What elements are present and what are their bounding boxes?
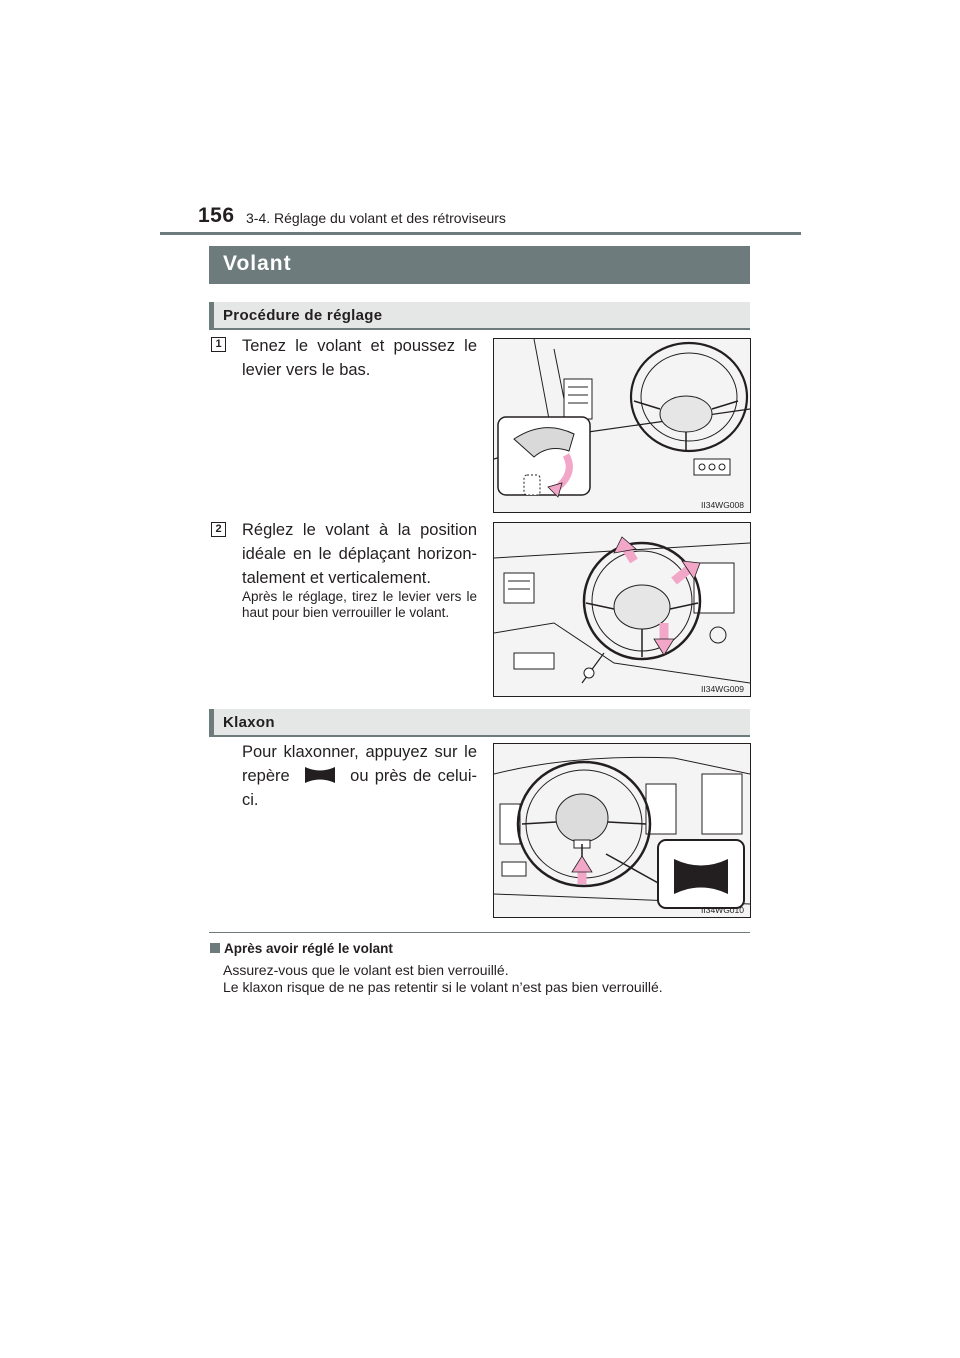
figure-code-1: II34WG008: [701, 500, 744, 510]
horn-text-line-1: [242, 740, 477, 812]
figure-code-3: II34WG010: [701, 905, 744, 915]
wheel-adjust-illustration: [494, 523, 750, 696]
notes-line-2: Le klaxon risque de ne pas retentir si le volant n’est pas bien verrouillé.: [223, 979, 663, 995]
step-number-2: 2: [211, 522, 226, 537]
horn-heading-bar: [209, 709, 750, 737]
step-number-1: 1: [211, 337, 226, 352]
section-title-bar: [209, 246, 750, 284]
horn-heading: Klaxon: [223, 714, 275, 731]
notes-line-1: Assurez-vous que le volant est bien verrouillé.: [223, 962, 509, 978]
figure-horn: [493, 743, 751, 918]
header-divider: [160, 232, 801, 235]
horn-illustration: [494, 744, 750, 917]
heading-accent: [209, 302, 214, 330]
bullet-square-icon: [210, 943, 220, 953]
horn-text-after: ou près de celui-ci.: [242, 767, 477, 809]
notes-heading-row: [210, 941, 393, 956]
figure-lever-release: [493, 338, 751, 513]
heading-accent: [209, 709, 214, 737]
section-title: Volant: [223, 252, 292, 275]
horn-mark-icon: [296, 766, 344, 784]
step-1-text: Tenez le volant et poussez le levier vers le bas.: [242, 337, 477, 379]
chapter-title: 3-4. Réglage du volant et des rétroviseurs: [246, 210, 506, 226]
page-number: 156: [198, 204, 235, 227]
figure-wheel-adjust: [493, 522, 751, 697]
lever-illustration: [494, 339, 750, 512]
adjust-heading-bar: [209, 302, 750, 330]
step-2-note: Après le réglage, tirez le levier vers le haut pour bien verrouiller le volant.: [242, 589, 477, 620]
adjust-heading: Procédure de réglage: [223, 307, 383, 324]
horn-text-before: Pour klaxonner, appuyez sur le repère: [242, 743, 477, 785]
notes-divider: [209, 932, 750, 933]
figure-code-2: II34WG009: [701, 684, 744, 694]
notes-heading: Après avoir réglé le volant: [224, 941, 393, 956]
step-2-text: Réglez le volant à la position idéale en le déplaçant horizon-talement et verticalement.: [242, 521, 477, 587]
